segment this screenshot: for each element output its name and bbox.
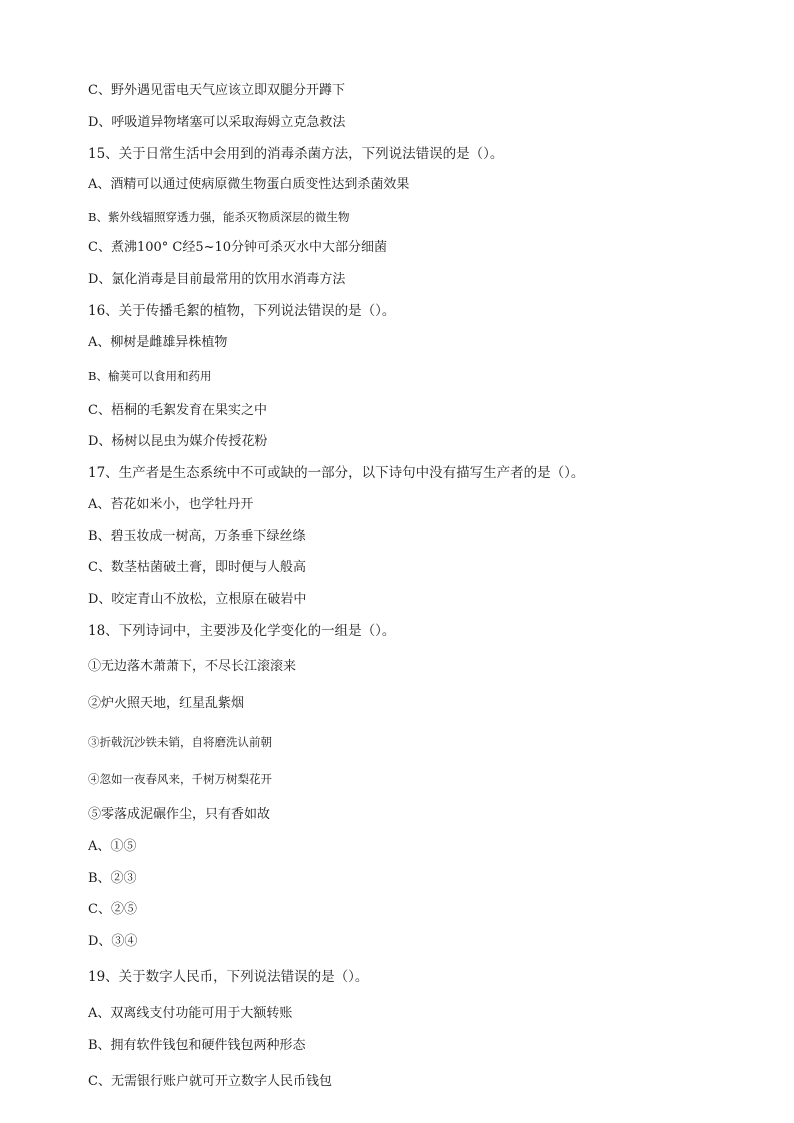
question-17: 17、生产者是生态系统中不可或缺的一部分，以下诗句中没有描写生产者的是（）。 [88, 465, 585, 481]
option-a-16: A、柳树是雌雄异株植物 [88, 335, 228, 350]
option-d-16: D、杨树以昆虫为媒介传授花粉 [88, 434, 268, 449]
option-a-17: A、苔花如米小，也学牡丹开 [88, 497, 254, 512]
option-c-19: C、无需银行账户就可开立数字人民币钱包 [88, 1074, 332, 1089]
option-c-14: C、野外遇见雷电天气应该立即双腿分开蹲下 [88, 83, 345, 98]
option-b-15: B、紫外线辐照穿透力强，能杀灭物质深层的微生物 [88, 210, 350, 224]
option-a-15: A、酒精可以通过使病原微生物蛋白质变性达到杀菌效果 [88, 177, 410, 192]
option-c-16: C、梧桐的毛絮发育在果实之中 [88, 403, 267, 418]
option-c-15: C、煮沸100° C经5~10分钟可杀灭水中大部分细菌 [88, 240, 388, 255]
option-d-14: D、呼吸道异物堵塞可以采取海姆立克急救法 [88, 115, 346, 130]
option-c-17: C、数茎枯菌破土膏，即时便与人般高 [88, 560, 306, 575]
option-c-18: C、②⑤ [88, 902, 137, 917]
poem-item-2: ②炉火照天地，红星乱紫烟 [88, 696, 245, 711]
option-d-15: D、氯化消毒是目前最常用的饮用水消毒方法 [88, 272, 346, 287]
poem-item-5: ⑤零落成泥碾作尘，只有香如故 [88, 807, 271, 822]
option-a-19: A、双离线支付功能可用于大额转账 [88, 1006, 293, 1021]
option-a-18: A、①⑤ [88, 839, 137, 854]
question-15: 15、关于日常生活中会用到的消毒杀菌方法，下列说法错误的是（）。 [88, 146, 504, 162]
option-b-16: B、榆荚可以食用和药用 [88, 369, 212, 383]
option-b-18: B、②③ [88, 871, 137, 886]
option-d-17: D、咬定青山不放松，立根原在破岩中 [88, 592, 307, 607]
question-19: 19、关于数字人民币，下列说法错误的是（）。 [88, 969, 369, 985]
poem-item-1: ①无边落木萧萧下，不尽长江滚滚来 [88, 659, 297, 674]
question-18: 18、下列诗词中，主要涉及化学变化的一组是（）。 [88, 623, 396, 639]
question-16: 16、关于传播毛絮的植物，下列说法错误的是（）。 [88, 303, 396, 319]
option-b-19: B、拥有软件钱包和硬件钱包两种形态 [88, 1038, 306, 1053]
option-b-17: B、碧玉妆成一树高，万条垂下绿丝绦 [88, 529, 306, 544]
option-d-18: D、③④ [88, 934, 138, 949]
poem-item-4: ④忽如一夜春风来，千树万树梨花开 [88, 772, 272, 786]
poem-item-3: ③折戟沉沙铁未销，自将磨洗认前朝 [88, 735, 272, 749]
